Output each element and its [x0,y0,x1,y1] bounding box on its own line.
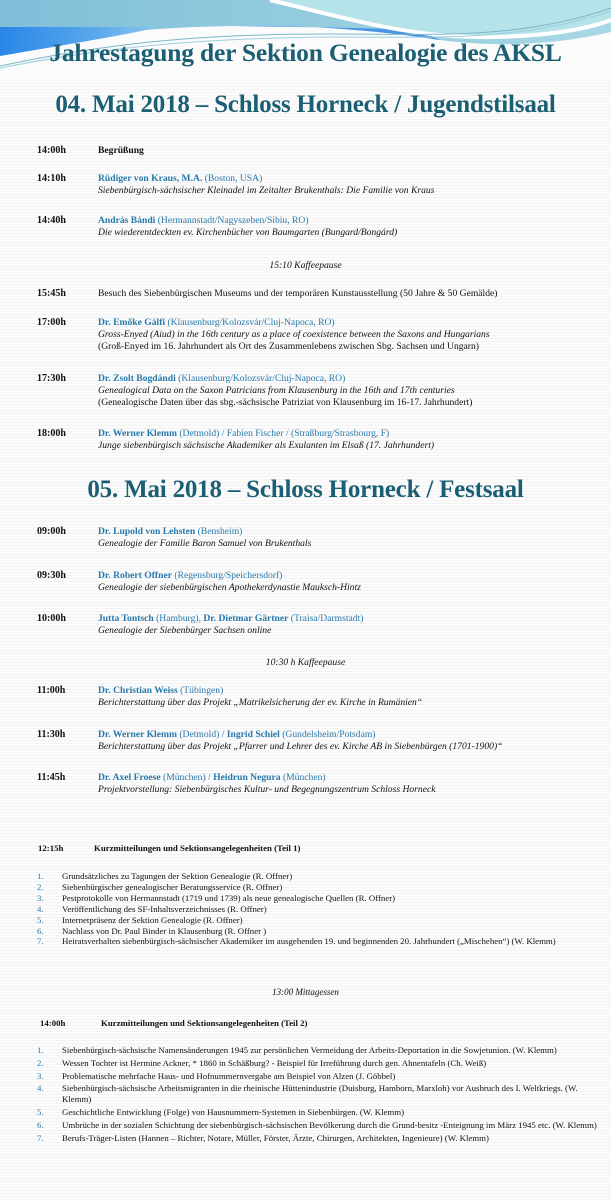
session-time: 12:15h [38,843,64,853]
entry-time: 09:00h [37,526,66,537]
item-number: 4. [37,1083,44,1094]
item-text: Nachlass von Dr. Paul Binder in Klausenburg (R. Offner ) [62,925,267,936]
session1-list [37,871,607,947]
day1-heading: 04. Mai 2018 – Schloss Horneck / Jugendstilsaal [55,91,556,118]
speaker-place: (Detmold) / Fabien Fischer / (Straßburg/Strasbourg, F) [176,428,390,439]
entry-time: 11:45h [37,772,66,783]
entry-time: 14:00h [37,145,66,156]
item-text: Problematische mehrfache Haus- und Hofnummernvergabe am Beispiel von Alzen (J. Göbbel) [62,1070,396,1081]
talk-title: Berichterstattung über das Projekt „Pfarrer und Lehrer des ev. Kirche AB in Siebenbürgen (1701-1900)“ [98,741,503,752]
speaker-name: Dr. Werner Klemm [98,428,177,439]
list-item [37,871,607,882]
list-item [37,1071,607,1082]
speaker-name: András Bándi [98,215,156,226]
talk-title: Die wiederentdeckten ev. Kirchenbücher von Baumgarten (Bungard/Bongárd) [98,227,398,238]
speaker-place: (Traisa/Darmstadt) [288,613,364,624]
entry-time: 15:45h [37,288,66,299]
talk-title: Projektvorstellung: Siebenbürgisches Kultur- und Begegnungszentrum Schloss Horneck [98,784,436,795]
talk-title: Genealogie der Siebenbürger Sachsen online [98,625,272,636]
item-text: Umbrüche in der sozialen Schichtung der siebenbürgisch-sächsischen Bevölkerung durch die Grund-besitz -Enteignung im März 1945 etc. (W. Klemm) [62,1119,597,1130]
speaker-place: (Gundelsheim/Potsdam) [279,729,376,740]
speaker-name: Dr. Zsolt Bogdándi [98,373,176,384]
talk-translation: (Groß-Enyed im 16. Jahrhundert als Ort des Zusammenlebens zwischen Sbg. Sachsen und Ungarn) [98,341,479,352]
entry-time: 11:00h [37,685,66,696]
session2-heading [40,1018,307,1028]
talk-title: Genealogie der Familie Baron Samuel von Brukenthals [98,538,312,549]
list-item [37,1083,607,1105]
item-number: 4. [37,903,44,914]
item-text: Pestprotokolle von Hermannstadt (1719 und 1739) als neue genealogische Quellen (R. Offner) [62,892,396,903]
session-time: 14:00h [40,1018,66,1028]
speaker-name: Dr. Christian Weiss [98,685,178,696]
talk-title: Berichterstattung über das Projekt „Matrikelsicherung der ev. Kirche in Rumänien“ [98,697,423,708]
list-item [37,893,607,904]
entry-time: 18:00h [37,428,66,439]
speaker-name: Dr. Axel Froese [98,772,161,783]
speaker-place: (Detmold) / [176,729,227,740]
item-number: 1. [37,871,44,881]
entry-time: 14:10h [37,173,66,184]
item-number: 5. [37,914,44,925]
speaker-name: Heidrun Negura [213,772,281,783]
item-text: Heiratsverhalten siebenbürgisch-sächsischer Akademiker im ausgehenden 19. und beginnenden 20. Jahrhundert („Mischehen“) (W. Klemm) [62,936,556,947]
speaker-place: (Hermannstadt/Nagyszeben/Sibiu, RO) [155,215,309,226]
talk-title: Gross-Enyed (Aiud) in the 16th century as a place of coexistence between the Saxons and Hungarians [98,329,490,340]
entry-time: 11:30h [37,729,66,740]
speaker-name: Dr. Lupold von Lehsten [98,526,196,537]
list-item [37,882,607,893]
item-number: 3. [37,1070,44,1081]
speaker-place: (Tübingen) [177,685,224,696]
list-item [37,1045,607,1056]
item-text: Siebenbürgisch-sächsische Namensänderungen 1945 zur persönlichen Vermeidung der Arbeits-Deportation in die Sowjetunion. (W. Klemm) [62,1045,557,1055]
talk-translation: (Genealogische Daten über das sbg.-sächsische Patriziat von Klausenburg im 16-17. Jahrhundert) [98,397,473,408]
list-item [37,915,607,926]
speaker-place: (Hamburg), [153,613,204,624]
day2-heading: 05. Mai 2018 – Schloss Horneck / Festsaal [87,476,524,503]
talk-title: Genealogie der siebenbürgischen Apothekerdynastie Mauksch-Hintz [98,582,361,593]
session-title: Kurzmitteilungen und Sektionsangelegenheiten (Teil 2) [101,1018,308,1028]
list-item [37,1107,607,1118]
speaker-name: Dr. Dietmar Gärtner [203,613,289,624]
item-text: Berufs-Träger-Listen (Hannen – Richter, Notare, Müller, Förster, Ärzte, Chirurgen, Architekten, Ingenieure) (W. Klemm) [62,1132,489,1143]
list-item [37,926,607,937]
coffee-break: 15:10 Kaffeepause [269,260,342,271]
entry-time: 14:40h [37,215,66,226]
page-title: Jahrestagung der Sektion Genealogie des AKSL [49,38,562,67]
item-text: Siebenbürgischer genealogischer Beratungsservice (R. Offner) [62,881,283,892]
item-text: Internetpräsenz der Sektion Genealogie (R. Offner) [62,914,243,925]
speaker-name: Dr. Emőke Gálfi [98,317,166,328]
item-number: 2. [37,1057,44,1068]
item-number: 6. [37,925,44,936]
item-number: 1. [37,1045,44,1055]
speaker-name: Dr. Robert Offner [98,570,172,581]
item-number: 6. [37,1119,44,1130]
entry-text: Besuch des Siebenbürgischen Museums und der temporären Kunstausstellung (50 Jahre & 50 Gemälde) [98,288,498,299]
talk-title: Genealogical Data on the Saxon Patricians from Klausenburg in the 16th and 17th centuries [98,385,455,396]
speaker-name: Dr. Werner Klemm [98,729,177,740]
session2-list [37,1045,607,1143]
speaker-place: (München) / [160,772,214,783]
speaker-place: (Bensheim) [195,526,243,537]
session1-heading [38,843,300,853]
item-text: Siebenbürgisch-sächsische Arbeitsmigranten in die rheinische Hüttenindustrie (Duisburg, Hamborn, Marxloh) vor Ausbruch des I. Weltkriegs. (W. Klemm) [62,1083,578,1105]
item-text: Veröffentlichung des SF-Inhaltsverzeichnisses (R. Offner) [62,903,267,914]
talk-title: Siebenbürgisch-sächsischer Kleinadel im Zeitalter Brukenthals: Die Familie von Kraus [98,185,435,196]
item-number: 7. [37,936,44,947]
speaker-place: (Boston, USA) [202,173,263,184]
item-number: 2. [37,881,44,892]
list-item [37,1058,607,1069]
list-item [37,1120,607,1131]
entry-time: 10:00h [37,613,66,624]
speaker-name: Jutta Tontsch [98,613,154,624]
item-number: 3. [37,892,44,903]
list-item [37,936,607,947]
speaker-place: (München) [280,772,326,783]
speaker-place: (Klausenburg/Kolozsvár/Cluj-Napoca, RO) [175,373,346,384]
item-text: Grundsätzliches zu Tagungen der Sektion Genealogie (R. Offner) [62,871,293,881]
entry-time: 09:30h [37,570,66,581]
item-text: Geschichtliche Entwicklung (Folge) von Hausnummern-Systemen in Siebenbürgen. (W. Klemm) [62,1106,405,1117]
speaker-name: Rüdiger von Kraus, M.A. [98,173,203,184]
entry-text: Begrüßung [98,145,144,156]
talk-title: Junge siebenbürgisch sächsische Akademiker als Exulanten im Elsaß (17. Jahrhundert) [98,440,435,451]
list-item [37,1133,607,1144]
speaker-name: Ingrid Schiel [226,729,280,740]
item-number: 7. [37,1132,44,1143]
list-item [37,904,607,915]
entry-time: 17:00h [37,317,66,328]
speaker-place: (Klausenburg/Kolozsvár/Cluj-Napoca, RO) [165,317,335,328]
item-text: Wessen Tochter ist Hermine Ackner, * 1860 in Schäßburg? - Beispiel für Irreführung durch gen. Ahnentafeln (Ch. Weiß) [62,1057,487,1068]
speaker-place: (Regensburg/Speichersdorf) [171,570,283,581]
entry-time: 17:30h [37,373,66,384]
session-title: Kurzmitteilungen und Sektionsangelegenheiten (Teil 1) [94,843,301,853]
item-number: 5. [37,1106,44,1117]
coffee-break: 10:30 h Kaffeepause [265,657,346,668]
lunch-break: 13:00 Mittagessen [272,987,339,997]
